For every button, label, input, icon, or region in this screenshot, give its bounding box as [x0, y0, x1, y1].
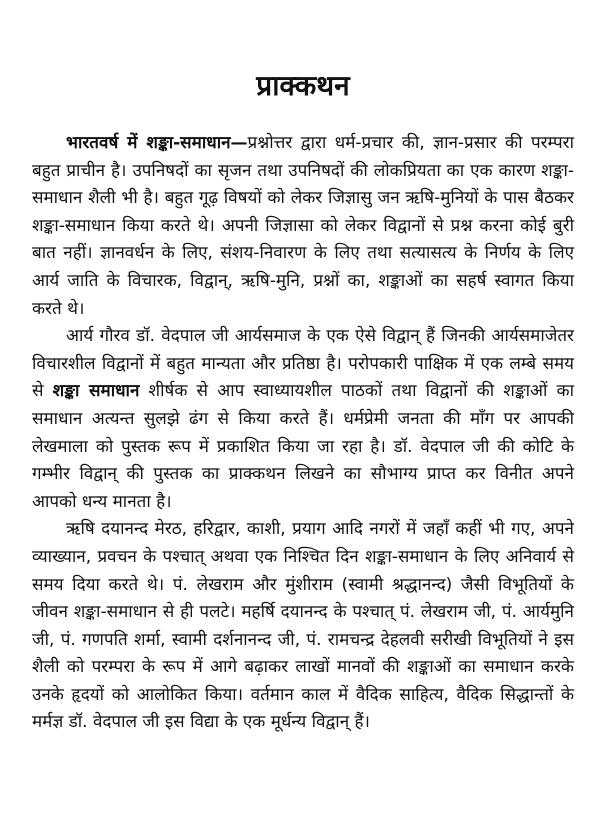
paragraph-1 [32, 130, 574, 323]
paragraph-2 [32, 323, 574, 516]
paragraph-2-inline-bold: शङ्का समाधान [52, 381, 140, 402]
paragraph-1-lead-bold: भारतवर्ष में शङ्का-समाधान— [66, 133, 248, 153]
page-title: प्राक्कथन [256, 69, 350, 102]
paragraph-2-text-after: शीर्षक से आप स्वाध्यायशील पाठकों तथा विद्वानों की शङ्काओं का समाधान अत्यन्त सुलझे ढंग से किया करते हैं। धर्मप्रेमी जनता की माँग पर आपकी लेखमाला को पुस्तक रूप में प्रकाशित किया जा रहा है। डॉ. वेदपाल जी की कोटि के गम्भीर विद्वान् की पुस्तक का प्राक्कथन लिखने का सौभाग्य प्राप्त कर विनीत अपने आपको धन्य मानता है। [32, 381, 574, 512]
paragraph-2-text-before: आर्य गौरव डॉ. वेदपाल जी आर्यसमाज के एक ऐसे विद्वान् हैं जिनकी आर्यसमाजेतर विचारशील विद्वानों में बहुत मान्यता और प्रतिष्ठा है। परोपकारी पाक्षिक में एक लम्बे समय से [32, 326, 574, 402]
paragraph-3-text: ऋषि दयानन्द मेरठ, हरिद्वार, काशी, प्रयाग आदि नगरों में जहाँ कहीं भी गए, अपने व्याख्यान, प्रवचन के पश्चात् अथवा एक निश्चित दिन शङ्का-समाधान के लिए अनिवार्य से समय दिया करते थे। पं. लेखराम और मुंशीराम (स्वामी श्रद्धानन्द) जैसी विभूतियों के जीवन शङ्का-समाधान से ही पलटे। महर्षि दयानन्द के पश्चात् पं. लेखराम जी, पं. आर्यमुनि जी, पं. गणपति शर्मा, स्वामी दर्शनानन्द जी, पं. रामचन्द्र देहलवी सरीखी विभूतियों ने इस शैली को परम्परा के रूप में आगे बढ़ाकर लाखों मानवों की शङ्काओं का समाधान करके उनके हृदयों को आलोकित किया। वर्तमान काल में वैदिक साहित्य, वैदिक सिद्धान्तों के मर्मज्ञ डॉ. वेदपाल जी इस विद्या के एक मूर्धन्य विद्वान् हैं। [32, 519, 574, 733]
paragraph-3 [32, 516, 574, 737]
paragraph-1-text: प्रश्नोत्तर द्वारा धर्म-प्रचार की, ज्ञान-प्रसार की परम्परा बहुत प्राचीन है। उपनिषदों का सृजन तथा उपनिषदों की लोकप्रियता का एक कारण शङ्का-समाधान शैली भी है। बहुत गूढ़ विषयों को लेकर जिज्ञासु जन ऋषि-मुनियों के पास बैठकर शङ्का-समाधान किया करते थे। अपनी जिज्ञासा को लेकर विद्वानों से प्रश्न करना कोई बुरी बात नहीं। ज्ञानवर्धन के लिए, संशय-निवारण के लिए तथा सत्यासत्य के निर्णय के लिए आर्य जाति के विचारक, विद्वान्, ऋषि-मुनि, प्रश्नों का, शङ्काओं का सहर्ष स्वागत किया करते थे। [32, 133, 574, 319]
